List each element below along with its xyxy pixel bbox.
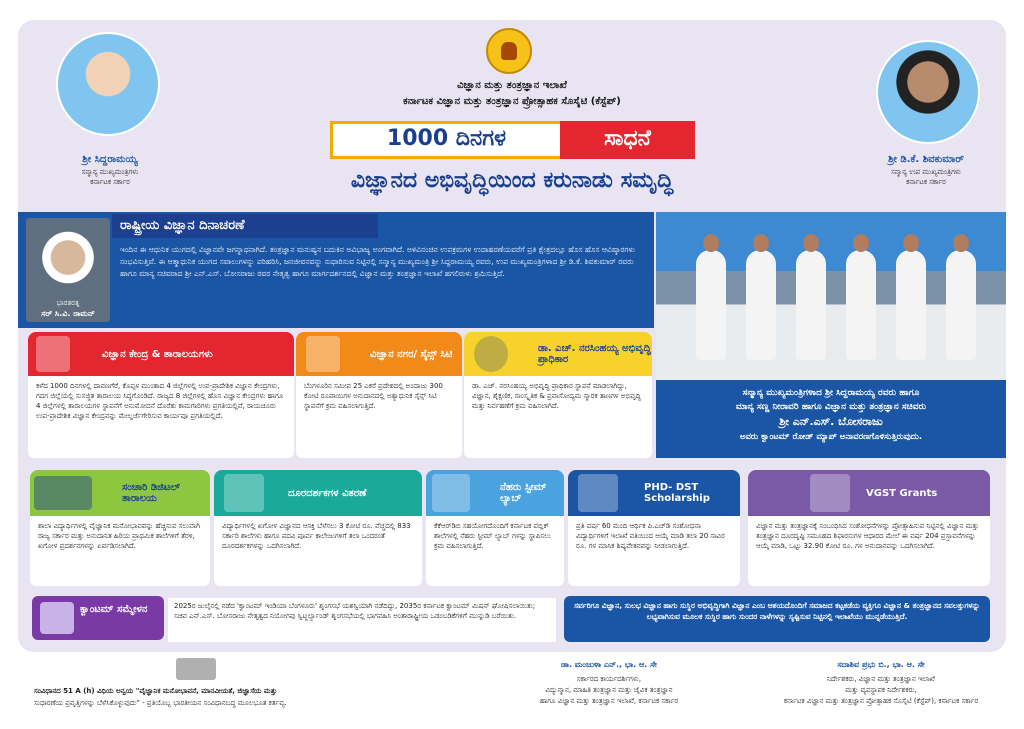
left-person-role: ಸನ್ಮಾನ್ಯ ಮುಖ್ಯಮಂತ್ರಿಗಳು (81, 168, 139, 176)
footer-constitution-line1: ಸಂವಿಧಾನದ 51 A (h) ವಿಧಿಯ ಅನ್ವಯ "ವೈಜ್ಞಾನಿಕ ಮನೋಭಾವನೆ, ಮಾನವೀಯತೆ, ಜಿಜ್ಞಾಸೆಯ ಮತ್ತು (34, 687, 278, 695)
photo-caption-line3: ಶ್ರೀ ಎನ್.ಎಸ್. ಬೋಸರಾಜು (779, 415, 883, 428)
card-science-city-title: ವಿಜ್ಞಾನ ನಗರ/ ಸೈನ್ಸ್ ಸಿಟಿ (370, 348, 453, 360)
society-name: ಕರ್ನಾಟಕ ವಿಜ್ಞಾನ ಮತ್ತು ತಂತ್ರಜ್ಞಾನ ಪ್ರೋತ್ಸಾಹಕ ಸೊಸೈಟಿ (ಕೆಸ್ಟೆಪ್) (403, 96, 621, 107)
portrait-caption-1: ಭಾರತರತ್ನ (56, 299, 80, 307)
card-steam-lab-title: ನೆಹರು ಸ್ಟೀಮ್ ಲ್ಯಾಬ್ (500, 482, 547, 504)
right-person-org: ಕರ್ನಾಟಕ ಸರ್ಕಾರ (906, 178, 946, 186)
footer-mid-line2: ವಿದ್ಯುನ್ಮಾನ, ಮಾಹಿತಿ ತಂತ್ರಜ್ಞಾನ ಮತ್ತು ಜೈವಿಕ ತಂತ್ರಜ್ಞಾನ (545, 686, 673, 694)
card-mobile-planetarium-body: ಶಾಲಾ ವಿದ್ಯಾರ್ಥಿಗಳಲ್ಲಿ ವೈಜ್ಞಾನಿಕ ಮನೋಭಾವವನ್ನು ಹೆಚ್ಚಿಸುವ ಸಲುವಾಗಿ ರಾಜ್ಯ ಸರ್ಕಾರ ಮತ್ತು ಅನುದಾನಿತ ಹಿರಿಯ ಪ್ರಾಥಮಿಕ ಶಾಲೆಗಳಿಗೆ ತೆರಳಿ, ಖಗೋಳ ಪ್ರದರ್ಶನಗಳನ್ನು ಏರ್ಪಡಿಸಲಾಗಿದೆ. (30, 516, 210, 586)
footer-mid-name: ಡಾ. ಮಂಜುಳಾ ಎನ್., ಭಾ. ಆ. ಸೇ (561, 660, 657, 669)
atom-icon (474, 336, 508, 372)
department-name: ವಿಜ್ಞಾನ ಮತ್ತು ತಂತ್ರಜ್ಞಾನ ಇಲಾಖೆ (457, 80, 567, 91)
card-vgst-body: ವಿಜ್ಞಾನ ಮತ್ತು ತಂತ್ರಜ್ಞಾನಕ್ಕೆ ಸಂಬಂಧಿಸಿದ ಸಂಶೋಧನೆಗಳನ್ನು ಪ್ರೋತ್ಸಾಹಿಸುವ ನಿಟ್ಟಿನಲ್ಲಿ ವಿಜ್ಞಾನ ಮತ್ತು ತಂತ್ರಜ್ಞಾನ ದೂರದೃಷ್ಟಿ ಸಮೂಹದ ಶಿಫಾರಸುಗಳ ಆಧಾರದ ಮೇಲೆ ಈ ವರ್ಷ 204 ಪ್ರಸ್ತಾವನೆಗಳನ್ನು ಆಯ್ಕೆ ಮಾಡಿ, ಒಟ್ಟು 32.90 ಕೋಟಿ ರೂ. ಗಳ ಅನುದಾನವನ್ನು ಒದಗಿಸಲಾಗಿದೆ. (748, 516, 990, 586)
city-tower-icon (306, 336, 340, 372)
closing-statement: ಸರ್ವರಿಗೂ ವಿಜ್ಞಾನ, ಸುಲಭ ವಿಜ್ಞಾನ ಹಾಗು ಸುಸ್ಥಿರ ಅಭಿವೃದ್ಧಿಗಾಗಿ ವಿಜ್ಞಾನ ಎಂಬ ಆಶಯದೊಂದಿಗೆ ಸಮಾಜದ ಕಟ್ಟಕಡೆಯ ವ್ಯಕ್ತಿಗೂ ವಿಜ್ಞಾನ & ತಂತ್ರಜ್ಞಾನದ ಸವಲತ್ತುಗಳನ್ನು ಲಭ್ಯವಾಗಿಸುವ ಮೂಲಕ ಸುಸ್ಥಿರ ಹಾಗು ಸುಂದರ ನಾಳೆಗಳನ್ನು ಸೃಷ್ಟಿಸುವ ನಿಟ್ಟಿನಲ್ಲಿ ಇಲಾಖೆಯು ಮುನ್ನಡೆಯುತ್ತಿದೆ. (564, 596, 990, 642)
card-mobile-planetarium-title: ಸಂಚಾರಿ ಡಿಜಿಟಲ್ ತಾರಾಲಯ (122, 482, 181, 504)
card-telescopes-body: ವಿದ್ಯಾರ್ಥಿಗಳಲ್ಲಿ ಖಗೋಳ ವಿಜ್ಞಾನದ ಆಸಕ್ತಿ ಬೆಳೆಸಲು 3 ಕೋಟಿ ರೂ. ವೆಚ್ಚದಲ್ಲಿ 833 ಸರ್ಕಾರಿ ಶಾಲೆಗಳು ಹಾಗೂ ಪದವಿ ಪೂರ್ವ ಕಾಲೇಜುಗಳಿಗೆ ತಲಾ ಒಂದರಂತೆ ದೂರದರ್ಶಕಗಳನ್ನು ಒದಗಿಸಲಾಗಿದೆ. (214, 516, 422, 586)
card-science-centres-body: ಕಳೆದ 1000 ದಿನಗಳಲ್ಲಿ ದಾವಣಗೆರೆ, ಕೊಪ್ಪಳ ಮುಂತಾದ 4 ಜಿಲ್ಲೆಗಳಲ್ಲಿ ಉಪ-ಪ್ರಾದೇಶಿಕ ವಿಜ್ಞಾನ ಕೇಂದ್ರಗಳು, ಗದಗ ಜಿಲ್ಲೆಯಲ್ಲಿ ಸುಸಜ್ಜಿತ ತಾರಾಲಯ ಸಿದ್ಧಗೊಂಡಿದೆ. ರಾಜ್ಯದ 8 ಜಿಲ್ಲೆಗಳಲ್ಲಿ ಹೊಸ ವಿಜ್ಞಾನ ಕೇಂದ್ರಗಳು ಹಾಗೂ 4 ಜಿಲ್ಲೆಗಳಲ್ಲಿ ತಾರಾಲಯಗಳ ಸ್ಥಾಪನೆಗೆ ಅನುಮೋದನೆ ದೊರೆತು ಕಾಮಗಾರಿಗಳು ಪ್ರಗತಿಯಲ್ಲಿವೆ, ರಾಯಚೂರು ಉಪ-ಪ್ರಾದೇಶಿಕ ವಿಜ್ಞಾನ ಕೇಂದ್ರವನ್ನು ಮೇಲ್ದರ್ಜೆಗೇರಿಸುವ ಕಾರ್ಯವೂ ಪ್ರಗತಿಯಲ್ಲಿದೆ. (28, 376, 294, 458)
science-day-title: ರಾಷ್ಟ್ರೀಯ ವಿಜ್ಞಾನ ದಿನಾಚರಣೆ (112, 214, 378, 238)
card-science-centres-title: ವಿಜ್ಞಾನ ಕೇಂದ್ರ & ತಾರಾಲಯಗಳು (102, 348, 213, 360)
bus-icon (34, 476, 92, 510)
card-phd-title: PHD- DST Scholarship (644, 482, 710, 504)
karnataka-emblem-icon (486, 28, 532, 74)
footer-constitution-line2: ಸುಧಾರಣೆಯ ಪ್ರವೃತ್ತಿಗಳನ್ನು ಬೆಳೆಸಿಕೊಳ್ಳುವುದು" - ಪ್ರತಿಯೊಬ್ಬ ಭಾರತೀಯನ ಸಂವಿಧಾನಬದ್ಧ ಮೂಲಭೂತ ಕರ್ತವ್ಯ. (34, 699, 287, 707)
footer-right-line1: ನಿರ್ದೇಶಕರು, ವಿಜ್ಞಾನ ಮತ್ತು ತಂತ್ರಜ್ಞಾನ ಇಲಾಖೆ (827, 675, 935, 683)
science-day-body: ಇಂದಿನ ಈ ಆಧುನಿಕ ಯುಗದಲ್ಲಿ ವಿಜ್ಞಾನವೇ ಜಗನ್ನಾಥನಾಗಿದೆ. ತಂತ್ರಜ್ಞಾನ ಮನುಷ್ಯನ ಬದುಕಿನ ಅವಿಭಾಜ್ಯ ಅಂಗವಾಗಿದೆ. ಅಳಿವಿನಂಚಿನ ಉಪಕ್ರಮಗಳ ಉದಾಹರಣೆಯವರೆಗೆ ಪ್ರತಿ ಕ್ಷೇತ್ರದಲ್ಲೂ ಹೊಸ ಹೊಸ ಆವಿಷ್ಕಾರಗಳು ಸಂಭವಿಸುತ್ತಿವೆ. ಈ ಆತ್ಮಾಧುನಿಕ ಯುಗದ ಸವಾಲುಗಳನ್ನು ಪರಿಹರಿಸಿ, ಜನಜೀವನವನ್ನು ಸುಧಾರಿಸುವ ನಿಟ್ಟಿನಲ್ಲಿ ಸನ್ಮಾನ್ಯ ಮುಖ್ಯಮಂತ್ರಿ ಶ್ರೀ ಸಿದ್ದರಾಮಯ್ಯ ರವರು, ಉಪ ಮುಖ್ಯಮಂತ್ರಿಗಳಾದ ಶ್ರೀ ಡಿ.ಕೆ. ಶಿವಕುಮಾರ್ ರವರು ಹಾಗೂ ಮಾನ್ಯ ಸಚಿವರಾದ ಶ್ರೀ ಎನ್.ಎಸ್. ಬೋಸರಾಜು ರವರ ನೇತೃತ್ವ ಹಾಗೂ ಮಾರ್ಗದರ್ಶನದಲ್ಲಿ ವಿಜ್ಞಾನ ಮತ್ತು ತಂತ್ರಜ್ಞಾನ ಇಲಾಖೆ ಹಗಲಿರುಳು ಶ್ರಮಿಸುತ್ತಿದೆ. (120, 245, 636, 278)
card-telescopes-title: ದೂರದರ್ಶಕಗಳ ವಿತರಣೆ (288, 487, 367, 499)
photo-caption-line1: ಸನ್ಮಾನ್ಯ ಮುಖ್ಯಮಂತ್ರಿಗಳಾದ ಶ್ರೀ ಸಿದ್ದರಾಮಯ್ಯ ರವರು ಹಾಗೂ (742, 388, 920, 398)
title-part1: 1000 ದಿನಗಳ (386, 126, 507, 151)
footer-right-line3: ಕರ್ನಾಟಕ ವಿಜ್ಞಾನ ಮತ್ತು ತಂತ್ರಜ್ಞಾನ ಪ್ರೋತ್ಸಾಹಕ ಸೊಸೈಟಿ (ಕೆಸ್ಟೆಪ್), ಕರ್ನಾಟಕ ಸರ್ಕಾರ (783, 697, 979, 705)
microscope-icon (432, 474, 470, 512)
card-phd-body: ಪ್ರತಿ ವರ್ಷ 60 ಮಂದಿ ಆರ್ಥಿಕ ಪಿ.ಎಚ್‌ಡಿ ಸಂಶೋಧನಾ ವಿದ್ಯಾರ್ಥಿಗಳಿಗೆ ಇಲಾಖೆ ವತಿಯಿಂದ ಆಯ್ಕೆ ಮಾಡಿ ತಲಾ 20 ಸಾವಿರ ರೂ. ಗಳ ಮಾಸಿಕ ಶಿಷ್ಯವೇತನವನ್ನು ನೀಡಲಾಗುತ್ತಿದೆ. (568, 516, 740, 586)
graduation-cap-icon (578, 474, 618, 512)
parliament-icon (176, 658, 216, 680)
event-photo (656, 212, 1006, 380)
card-science-city-body: ಬೆಂಗಳೂರಿನ ಸಮೀಪ 25 ಎಕರೆ ಪ್ರದೇಶದಲ್ಲಿ ಅಂದಾಜು 300 ಕೋಟಿ ರೂಪಾಯಿಗಳ ಅನುದಾನದಲ್ಲಿ ಅತ್ಯಾಧುನಿಕ ಸೈನ್ಸ್ ಸಿಟಿ ಸ್ಥಾಪನೆಗೆ ಕ್ರಮ ವಹಿಸಲಾಗುತ್ತಿದೆ. (296, 376, 462, 458)
subtitle: ವಿಜ್ಞಾನದ ಅಭಿವೃದ್ಧಿಯಿಂದ ಕರುನಾಡು ಸಮೃದ್ಧಿ (350, 168, 674, 193)
footer-right-line2: ಮತ್ತು ವ್ಯವಸ್ಥಾಪಕ ನಿರ್ದೇಶಕರು, (845, 686, 917, 694)
footer-mid-line1: ಸರ್ಕಾರದ ಕಾರ್ಯದರ್ಶಿಗಳು, (576, 675, 642, 683)
card-hn-authority-body: ಡಾ. ಎಚ್. ನರಸಿಂಹಯ್ಯ ಅಭಿವೃದ್ಧಿ ಪ್ರಾಧಿಕಾರ ಸ್ಥಾಪನೆ ಮಾಡಲಾಗಿದ್ದು, ವಿಜ್ಞಾನ, ಶೈಕ್ಷಣಿಕ, ಸಾಂಸ್ಕೃತಿಕ & ಪ್ರವಾಸೋದ್ಯಮ ಸ್ಮಾರಕ ತಾಣಗಳ ಅಭಿವೃದ್ಧಿ ಮತ್ತು ನಿರ್ವಹಣೆಗೆ ಕ್ರಮ ವಹಿಸಲಾಗಿದೆ. (464, 376, 652, 458)
right-person-role: ಸನ್ಮಾನ್ಯ ಉಪ ಮುಖ್ಯಮಂತ್ರಿಗಳು (891, 168, 961, 176)
deputy-cm-photo (876, 40, 980, 144)
left-person-name: ಶ್ರೀ ಸಿದ್ದರಾಮಯ್ಯ (82, 154, 138, 165)
telescope-icon (224, 474, 264, 512)
footer-right-name: ಸದಾಶಿವ ಪ್ರಭು ಬಿ., ಭಾ. ಆ. ಸೇ (837, 660, 925, 669)
card-vgst-header (748, 470, 990, 516)
portrait-caption-2: ಸರ್ ಸಿ.ವಿ. ರಾಮನ್ (41, 309, 95, 318)
card-hn-authority-title: ಡಾ. ಎಚ್. ನರಸಿಂಹಯ್ಯ ಅಭಿವೃದ್ಧಿ ಪ್ರಾಧಿಕಾರ (538, 343, 651, 365)
chief-minister-photo (56, 32, 160, 136)
card-steam-lab-body: ಕೆಕೆಆರ್‌ಡಿಬಿ ಸಹಯೋಗದೊಂದಿಗೆ ಕರ್ನಾಟಕ ಪಬ್ಲಿಕ್ ಶಾಲೆಗಳಲ್ಲಿ ನೆಹರು ಸ್ಟೀಮ್ ಲ್ಯಾಬ್ ಗಳನ್ನು ಸ್ಥಾಪಿಸಲು ಕ್ರಮ ವಹಿಸಲಾಗುತ್ತಿದೆ. (426, 516, 564, 586)
photo-caption-line2: ಮಾನ್ಯ ಸಣ್ಣ ನೀರಾವರಿ ಹಾಗೂ ವಿಜ್ಞಾನ ಮತ್ತು ತಂತ್ರಜ್ಞಾನ ಸಚಿವರು (735, 402, 927, 412)
quantum-chip-icon (40, 602, 74, 634)
photo-caption-line4: ಅವರು ಕ್ವಾಂಟಮ್ ರೋಡ್ ಮ್ಯಾಪ್ ಅನಾವರಣಗೊಳಿಸುತ್ತಿರುವುದು. (739, 432, 923, 442)
quantum-body: 2025ರ ಜುಲೈನಲ್ಲಿ ನಡೆದ 'ಕ್ವಾಂಟಮ್ ಇಂಡಿಯಾ ಬೆಂಗಳೂರು' ಶೃಂಗಸಭೆ ಯಶಸ್ವಿಯಾಗಿ ನಡೆದಿದ್ದು, 2035ರ ಕರ್ನಾಟಕ ಕ್ವಾಂಟಮ್ ಮಿಷನ್ ಘೋಷಿಸಲಾಯಿತು; ಸಚಿವ ಎನ್.ಎಸ್. ಬೋಸರಾಜು ನೇತೃತ್ವದ ನಿಯೋಗವು ಸ್ವಿಟ್ಜರ್ಲ್ಯಾಂಡ್ ಶೃಂಗಸಭೆಯಲ್ಲಿ ಭಾಗವಹಿಸಿ ಅಂತಾರಾಷ್ಟ್ರೀಯ ಒಡಂಬಡಿಕೆಗಳಿಗೆ ಮುನ್ನುಡಿ ಬರೆಯಿತು. (168, 598, 556, 642)
title-part2: ಸಾಧನೆ (604, 126, 651, 151)
right-person-name: ಶ್ರೀ ಡಿ.ಕೆ. ಶಿವಕುಮಾರ್ (888, 154, 964, 165)
card-vgst-title: VGST Grants (866, 487, 938, 499)
observatory-icon (36, 336, 70, 372)
research-microscope-icon (810, 474, 850, 512)
quantum-title: ಕ್ವಾಂಟಮ್ ಸಮ್ಮೇಳನ (80, 604, 148, 615)
photo-caption (656, 380, 1006, 458)
footer-mid-line3: ಹಾಗೂ ವಿಜ್ಞಾನ ಮತ್ತು ತಂತ್ರಜ್ಞಾನ ಇಲಾಖೆ, ಕರ್ನಾಟಕ ಸರ್ಕಾರ (539, 697, 679, 705)
left-person-org: ಕರ್ನಾಟಕ ಸರ್ಕಾರ (90, 178, 130, 186)
